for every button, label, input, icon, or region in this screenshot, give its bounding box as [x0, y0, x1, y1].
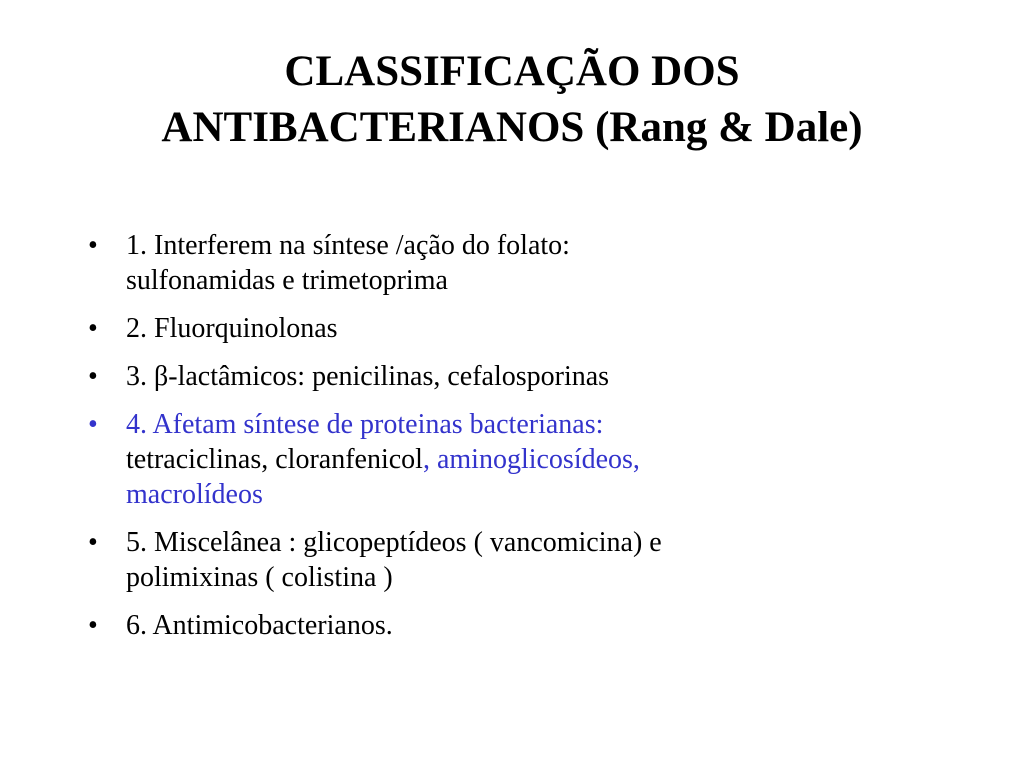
slide-title	[60, 44, 964, 156]
bullet-icon: •	[88, 230, 98, 261]
list-item-1	[88, 228, 948, 298]
item-1-line-2: sulfonamidas e trimetoprima	[126, 265, 448, 296]
bullet-icon: •	[88, 361, 98, 392]
item-4-line-2-blue: , aminoglicosídeos,	[422, 444, 640, 475]
list-item-5	[88, 525, 948, 595]
item-5-line-2: polimixinas ( colistina )	[126, 562, 393, 593]
item-6-line-1: 6. Antimicobacterianos.	[126, 610, 393, 641]
item-2-line-1: 2. Fluorquinolonas	[126, 313, 338, 344]
item-5-line-1: 5. Miscelânea : glicopeptídeos ( vancomicina) e	[126, 527, 662, 558]
item-4-line-3: macrolídeos	[126, 479, 263, 510]
item-4-line-2	[126, 442, 948, 477]
item-4-line-1: 4. Afetam síntese de proteinas bacterianas:	[126, 409, 604, 440]
title-line-1: CLASSIFICAÇÃO DOS	[284, 48, 740, 95]
item-3-line-1: 3. β-lactâmicos: penicilinas, cefalosporinas	[126, 361, 610, 392]
item-1-line-1: 1. Interferem na síntese /ação do folato:	[126, 230, 570, 261]
list-item-2	[88, 311, 948, 346]
bullet-icon: •	[88, 610, 98, 641]
title-line-2: ANTIBACTERIANOS (Rang & Dale)	[161, 104, 863, 151]
bullet-icon: •	[88, 409, 98, 440]
list-item-6	[88, 608, 948, 643]
bullet-icon: •	[88, 313, 98, 344]
bullet-icon: •	[88, 527, 98, 558]
item-4-line-2-black: tetraciclinas, cloranfenicol	[126, 444, 423, 475]
bullet-list	[88, 228, 948, 656]
list-item-4	[88, 407, 948, 512]
list-item-3	[88, 359, 948, 394]
